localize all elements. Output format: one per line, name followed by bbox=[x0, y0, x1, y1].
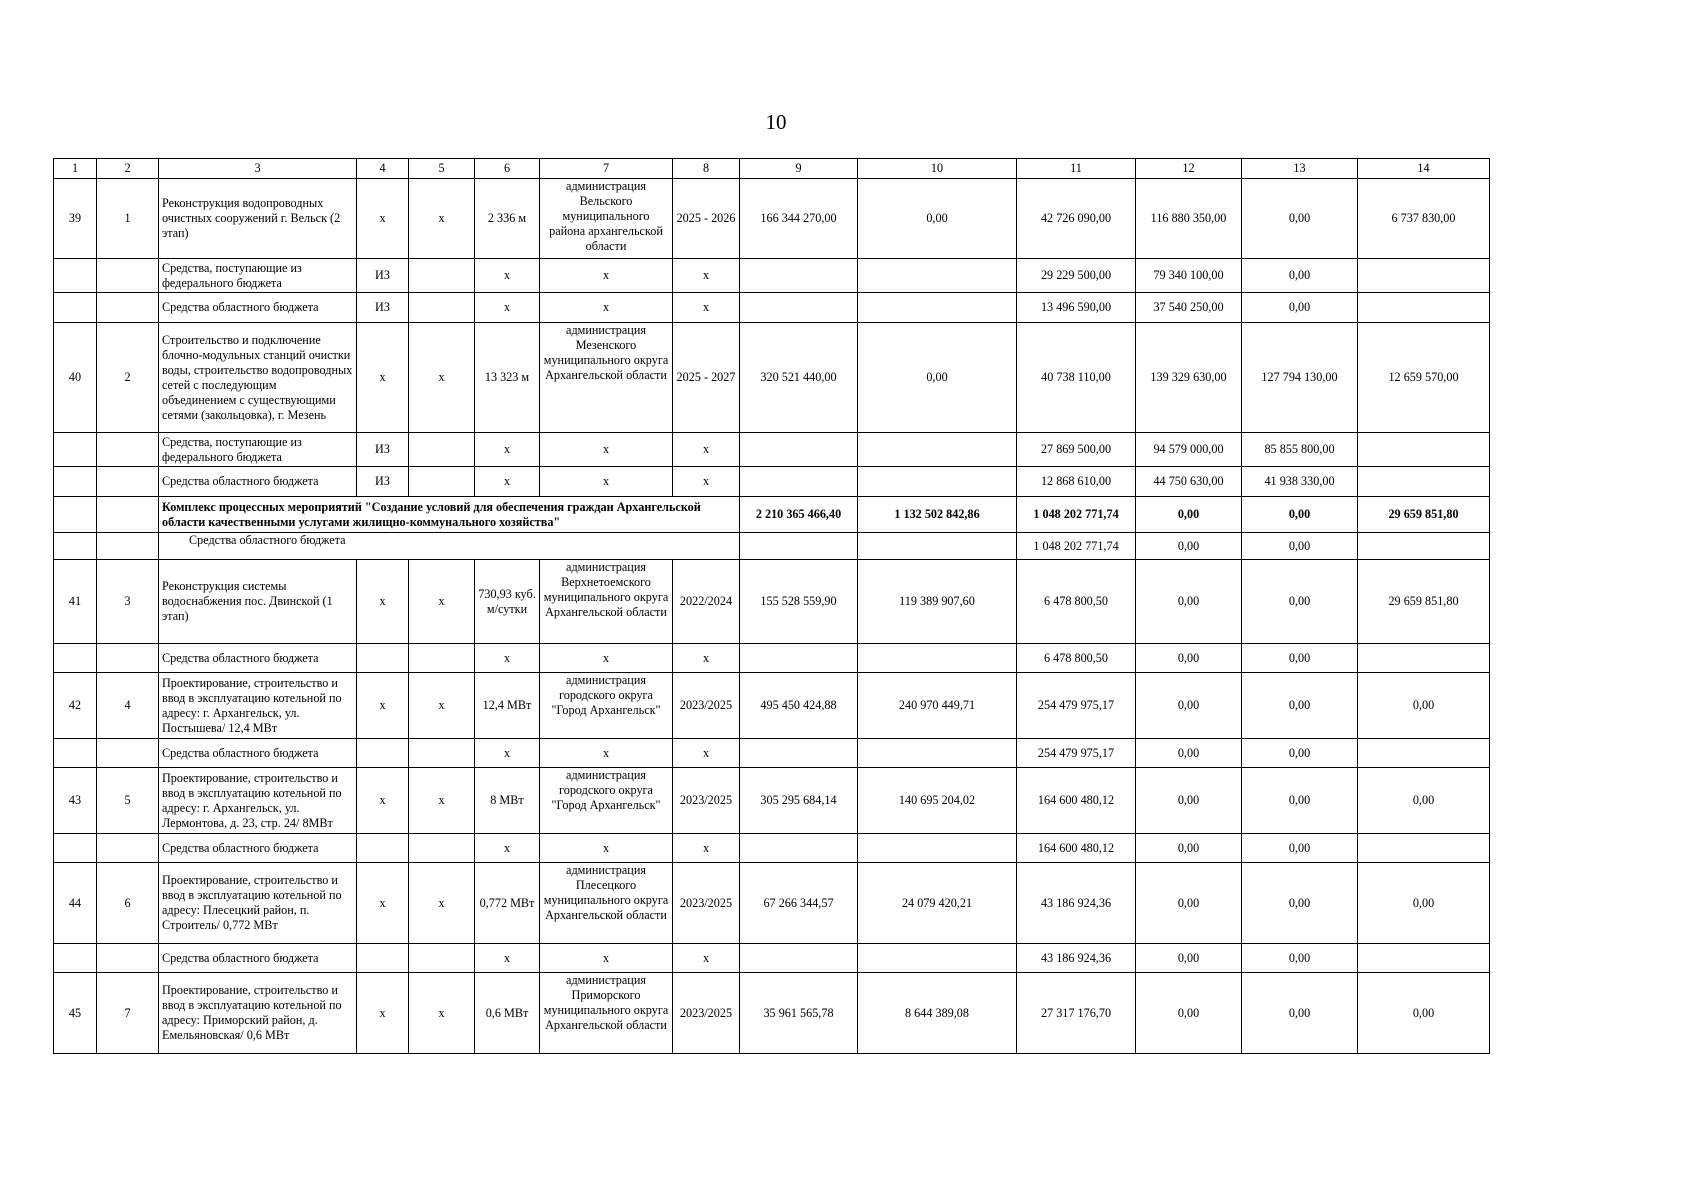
amount-col10 bbox=[858, 259, 1017, 293]
amount-col10 bbox=[858, 644, 1017, 673]
cell-col4: х bbox=[357, 768, 409, 834]
item-number bbox=[97, 497, 159, 533]
item-number bbox=[97, 533, 159, 560]
column-header-10: 10 bbox=[858, 159, 1017, 179]
amount-col12: 94 579 000,00 bbox=[1136, 433, 1242, 467]
amount-col13: 0,00 bbox=[1242, 973, 1358, 1054]
amount-col14: 0,00 bbox=[1358, 863, 1490, 944]
capacity: 2 336 м bbox=[475, 179, 540, 259]
amount-col11: 254 479 975,17 bbox=[1017, 739, 1136, 768]
amount-col13: 85 855 800,00 bbox=[1242, 433, 1358, 467]
column-header-13: 13 bbox=[1242, 159, 1358, 179]
capacity: х bbox=[475, 739, 540, 768]
amount-col12: 116 880 350,00 bbox=[1136, 179, 1242, 259]
amount-col10 bbox=[858, 533, 1017, 560]
amount-col13: 0,00 bbox=[1242, 944, 1358, 973]
capacity: х bbox=[475, 259, 540, 293]
item-number bbox=[97, 644, 159, 673]
cell-col4: ИЗ bbox=[357, 433, 409, 467]
complex-title: Комплекс процессных мероприятий "Создание условий для обеспечения граждан Архангельской области качественными услугами жилищно-коммунального хозяйства" bbox=[159, 497, 740, 533]
amount-col9: 320 521 440,00 bbox=[740, 323, 858, 433]
cell-col4 bbox=[357, 739, 409, 768]
amount-col12: 79 340 100,00 bbox=[1136, 259, 1242, 293]
responsible-body: х bbox=[540, 293, 673, 323]
project-name: Проектирование, строительство и ввод в эксплуатацию котельной по адресу: г. Архангельск, ул. Постышева/ 12,4 МВт bbox=[159, 673, 357, 739]
cell-col5: х bbox=[409, 560, 475, 644]
cell-col5 bbox=[409, 259, 475, 293]
period: х bbox=[673, 467, 740, 497]
cell-col5: х bbox=[409, 323, 475, 433]
amount-col11: 164 600 480,12 bbox=[1017, 834, 1136, 863]
column-header-14: 14 bbox=[1358, 159, 1490, 179]
period: 2023/2025 bbox=[673, 768, 740, 834]
capacity: 8 МВт bbox=[475, 768, 540, 834]
table-row-project bbox=[54, 560, 1490, 644]
item-number bbox=[97, 293, 159, 323]
table-row-funding bbox=[54, 259, 1490, 293]
capacity: 0,772 МВт bbox=[475, 863, 540, 944]
amount-col12: 0,00 bbox=[1136, 560, 1242, 644]
table-row-funding bbox=[54, 834, 1490, 863]
amount-col12: 0,00 bbox=[1136, 944, 1242, 973]
column-header-11: 11 bbox=[1017, 159, 1136, 179]
table-row-project bbox=[54, 323, 1490, 433]
amount-col9: 166 344 270,00 bbox=[740, 179, 858, 259]
amount-col11: 1 048 202 771,74 bbox=[1017, 533, 1136, 560]
amount-col11: 27 869 500,00 bbox=[1017, 433, 1136, 467]
cell-col4 bbox=[357, 834, 409, 863]
period: х bbox=[673, 834, 740, 863]
table-row-funding bbox=[54, 944, 1490, 973]
amount-col14: 0,00 bbox=[1358, 973, 1490, 1054]
row-number: 42 bbox=[54, 673, 97, 739]
column-header-6: 6 bbox=[475, 159, 540, 179]
amount-col11: 12 868 610,00 bbox=[1017, 467, 1136, 497]
capacity: 12,4 МВт bbox=[475, 673, 540, 739]
table-row-funding bbox=[54, 433, 1490, 467]
amount-col14 bbox=[1358, 467, 1490, 497]
project-name: Строительство и подключение блочно-модульных станций очистки воды, строительство водопроводных сетей с последующим объединением с существующими сетями (закольцовка), г. Мезень bbox=[159, 323, 357, 433]
amount-col12: 0,00 bbox=[1136, 834, 1242, 863]
table-row-project bbox=[54, 179, 1490, 259]
amount-col11: 43 186 924,36 bbox=[1017, 863, 1136, 944]
table-row-complex-funding bbox=[54, 533, 1490, 560]
funding-source: Средства областного бюджета bbox=[159, 293, 357, 323]
cell-col4: х bbox=[357, 973, 409, 1054]
amount-col14: 0,00 bbox=[1358, 673, 1490, 739]
amount-col9 bbox=[740, 834, 858, 863]
project-name: Проектирование, строительство и ввод в эксплуатацию котельной по адресу: г. Архангельск, ул. Лермонтова, д. 23, стр. 24/ 8МВт bbox=[159, 768, 357, 834]
responsible-body: х bbox=[540, 834, 673, 863]
column-header-9: 9 bbox=[740, 159, 858, 179]
responsible-body: администрация городского округа "Город Архангельск" bbox=[540, 673, 673, 739]
page-number: 10 bbox=[765, 110, 787, 134]
amount-col12: 0,00 bbox=[1136, 739, 1242, 768]
row-number: 45 bbox=[54, 973, 97, 1054]
item-number: 3 bbox=[97, 560, 159, 644]
responsible-body: администрация Приморского муниципального округа Архангельской области bbox=[540, 973, 673, 1054]
funding-source: Средства, поступающие из федерального бюджета bbox=[159, 433, 357, 467]
amount-col13: 41 938 330,00 bbox=[1242, 467, 1358, 497]
period: 2025 - 2027 bbox=[673, 323, 740, 433]
amount-col12: 139 329 630,00 bbox=[1136, 323, 1242, 433]
table-row-complex-total bbox=[54, 497, 1490, 533]
amount-col11: 29 229 500,00 bbox=[1017, 259, 1136, 293]
amount-col14: 29 659 851,80 bbox=[1358, 497, 1490, 533]
amount-col10 bbox=[858, 293, 1017, 323]
table-row-funding bbox=[54, 644, 1490, 673]
cell-col4: ИЗ bbox=[357, 293, 409, 323]
row-number: 40 bbox=[54, 323, 97, 433]
period: х bbox=[673, 433, 740, 467]
column-header-5: 5 bbox=[409, 159, 475, 179]
row-number bbox=[54, 467, 97, 497]
amount-col11: 164 600 480,12 bbox=[1017, 768, 1136, 834]
period: х bbox=[673, 739, 740, 768]
amount-col14: 0,00 bbox=[1358, 768, 1490, 834]
amount-col13: 0,00 bbox=[1242, 863, 1358, 944]
amount-col12: 0,00 bbox=[1136, 768, 1242, 834]
item-number bbox=[97, 467, 159, 497]
amount-col14: 12 659 570,00 bbox=[1358, 323, 1490, 433]
amount-col14 bbox=[1358, 834, 1490, 863]
project-name: Реконструкция водопроводных очистных сооружений г. Вельск (2 этап) bbox=[159, 179, 357, 259]
amount-col14 bbox=[1358, 259, 1490, 293]
cell-col5 bbox=[409, 644, 475, 673]
amount-col13: 127 794 130,00 bbox=[1242, 323, 1358, 433]
item-number: 5 bbox=[97, 768, 159, 834]
responsible-body: х bbox=[540, 259, 673, 293]
responsible-body: х bbox=[540, 644, 673, 673]
amount-col11: 6 478 800,50 bbox=[1017, 644, 1136, 673]
period: х bbox=[673, 293, 740, 323]
table-row-funding bbox=[54, 467, 1490, 497]
amount-col12: 0,00 bbox=[1136, 644, 1242, 673]
amount-col9 bbox=[740, 944, 858, 973]
column-header-2: 2 bbox=[97, 159, 159, 179]
cell-col4: х bbox=[357, 323, 409, 433]
amount-col14 bbox=[1358, 644, 1490, 673]
responsible-body: администрация Мезенского муниципального округа Архангельской области bbox=[540, 323, 673, 433]
funding-source: Средства областного бюджета bbox=[159, 467, 357, 497]
item-number: 6 bbox=[97, 863, 159, 944]
cell-col5 bbox=[409, 293, 475, 323]
funding-source: Средства областного бюджета bbox=[159, 644, 357, 673]
amount-col13: 0,00 bbox=[1242, 293, 1358, 323]
amount-col11: 40 738 110,00 bbox=[1017, 323, 1136, 433]
responsible-body: х bbox=[540, 467, 673, 497]
capacity: х bbox=[475, 293, 540, 323]
period: 2023/2025 bbox=[673, 973, 740, 1054]
table-row-project bbox=[54, 863, 1490, 944]
capacity: х bbox=[475, 644, 540, 673]
cell-col5: х bbox=[409, 863, 475, 944]
item-number: 1 bbox=[97, 179, 159, 259]
amount-col9: 67 266 344,57 bbox=[740, 863, 858, 944]
amount-col13: 0,00 bbox=[1242, 673, 1358, 739]
row-number bbox=[54, 533, 97, 560]
amount-col14: 29 659 851,80 bbox=[1358, 560, 1490, 644]
amount-col10: 119 389 907,60 bbox=[858, 560, 1017, 644]
cell-col5 bbox=[409, 834, 475, 863]
amount-col10: 24 079 420,21 bbox=[858, 863, 1017, 944]
amount-col9: 35 961 565,78 bbox=[740, 973, 858, 1054]
amount-col13: 0,00 bbox=[1242, 560, 1358, 644]
row-number bbox=[54, 944, 97, 973]
amount-col11: 1 048 202 771,74 bbox=[1017, 497, 1136, 533]
amount-col12: 37 540 250,00 bbox=[1136, 293, 1242, 323]
item-number bbox=[97, 433, 159, 467]
table-row-project bbox=[54, 673, 1490, 739]
table-row-funding bbox=[54, 739, 1490, 768]
amount-col9 bbox=[740, 533, 858, 560]
amount-col10: 8 644 389,08 bbox=[858, 973, 1017, 1054]
responsible-body: администрация Верхнетоемского муниципального округа Архангельской области bbox=[540, 560, 673, 644]
amount-col9 bbox=[740, 467, 858, 497]
amount-col10 bbox=[858, 467, 1017, 497]
capacity: х bbox=[475, 467, 540, 497]
table-row-funding bbox=[54, 293, 1490, 323]
amount-col13: 0,00 bbox=[1242, 259, 1358, 293]
responsible-body: администрация Вельского муниципального района архангельской области bbox=[540, 179, 673, 259]
amount-col13: 0,00 bbox=[1242, 834, 1358, 863]
cell-col5 bbox=[409, 739, 475, 768]
amount-col13: 0,00 bbox=[1242, 497, 1358, 533]
amount-col9 bbox=[740, 433, 858, 467]
amount-col14 bbox=[1358, 533, 1490, 560]
row-number bbox=[54, 739, 97, 768]
column-header-4: 4 bbox=[357, 159, 409, 179]
funding-source: Средства областного бюджета bbox=[159, 533, 740, 560]
capacity: 0,6 МВт bbox=[475, 973, 540, 1054]
responsible-body: администрация городского округа "Город Архангельск" bbox=[540, 768, 673, 834]
column-header-7: 7 bbox=[540, 159, 673, 179]
period: 2023/2025 bbox=[673, 673, 740, 739]
amount-col9 bbox=[740, 644, 858, 673]
capacity: 13 323 м bbox=[475, 323, 540, 433]
cell-col5 bbox=[409, 944, 475, 973]
responsible-body: х bbox=[540, 739, 673, 768]
amount-col10: 1 132 502 842,86 bbox=[858, 497, 1017, 533]
amount-col13: 0,00 bbox=[1242, 533, 1358, 560]
amount-col12: 0,00 bbox=[1136, 673, 1242, 739]
amount-col10 bbox=[858, 739, 1017, 768]
funding-source: Средства областного бюджета bbox=[159, 944, 357, 973]
amount-col13: 0,00 bbox=[1242, 739, 1358, 768]
row-number: 43 bbox=[54, 768, 97, 834]
cell-col4: х bbox=[357, 179, 409, 259]
row-number: 41 bbox=[54, 560, 97, 644]
project-name: Проектирование, строительство и ввод в эксплуатацию котельной по адресу: Плесецкий район, п. Строитель/ 0,772 МВт bbox=[159, 863, 357, 944]
budget-table bbox=[53, 158, 1490, 1054]
amount-col12: 44 750 630,00 bbox=[1136, 467, 1242, 497]
amount-col11: 13 496 590,00 bbox=[1017, 293, 1136, 323]
responsible-body: х bbox=[540, 944, 673, 973]
funding-source: Средства областного бюджета bbox=[159, 739, 357, 768]
row-number bbox=[54, 497, 97, 533]
amount-col14 bbox=[1358, 944, 1490, 973]
column-header-1: 1 bbox=[54, 159, 97, 179]
cell-col4: х bbox=[357, 863, 409, 944]
cell-col5: х bbox=[409, 973, 475, 1054]
amount-col14 bbox=[1358, 739, 1490, 768]
cell-col4 bbox=[357, 644, 409, 673]
amount-col14: 6 737 830,00 bbox=[1358, 179, 1490, 259]
cell-col5: х bbox=[409, 768, 475, 834]
cell-col4: х bbox=[357, 560, 409, 644]
amount-col12: 0,00 bbox=[1136, 863, 1242, 944]
period: 2023/2025 bbox=[673, 863, 740, 944]
capacity: 730,93 куб. м/сутки bbox=[475, 560, 540, 644]
capacity: х bbox=[475, 944, 540, 973]
funding-source: Средства, поступающие из федерального бюджета bbox=[159, 259, 357, 293]
cell-col4: х bbox=[357, 673, 409, 739]
amount-col10: 240 970 449,71 bbox=[858, 673, 1017, 739]
period: 2022/2024 bbox=[673, 560, 740, 644]
column-header-12: 12 bbox=[1136, 159, 1242, 179]
amount-col9 bbox=[740, 739, 858, 768]
row-number bbox=[54, 834, 97, 863]
amount-col9 bbox=[740, 259, 858, 293]
row-number: 44 bbox=[54, 863, 97, 944]
amount-col9: 2 210 365 466,40 bbox=[740, 497, 858, 533]
amount-col11: 42 726 090,00 bbox=[1017, 179, 1136, 259]
responsible-body: х bbox=[540, 433, 673, 467]
period: х bbox=[673, 644, 740, 673]
amount-col10: 0,00 bbox=[858, 179, 1017, 259]
period: 2025 - 2026 bbox=[673, 179, 740, 259]
amount-col11: 27 317 176,70 bbox=[1017, 973, 1136, 1054]
amount-col10: 140 695 204,02 bbox=[858, 768, 1017, 834]
amount-col12: 0,00 bbox=[1136, 533, 1242, 560]
item-number bbox=[97, 739, 159, 768]
responsible-body: администрация Плесецкого муниципального округа Архангельской области bbox=[540, 863, 673, 944]
row-number bbox=[54, 433, 97, 467]
amount-col10 bbox=[858, 834, 1017, 863]
amount-col12: 0,00 bbox=[1136, 973, 1242, 1054]
header-row bbox=[54, 159, 1490, 179]
amount-col10 bbox=[858, 944, 1017, 973]
row-number bbox=[54, 293, 97, 323]
project-name: Реконструкция системы водоснабжения пос. Двинской (1 этап) bbox=[159, 560, 357, 644]
cell-col4: ИЗ bbox=[357, 467, 409, 497]
cell-col5 bbox=[409, 467, 475, 497]
amount-col9: 155 528 559,90 bbox=[740, 560, 858, 644]
cell-col5: х bbox=[409, 179, 475, 259]
amount-col14 bbox=[1358, 293, 1490, 323]
row-number bbox=[54, 644, 97, 673]
funding-source: Средства областного бюджета bbox=[159, 834, 357, 863]
amount-col9: 495 450 424,88 bbox=[740, 673, 858, 739]
amount-col12: 0,00 bbox=[1136, 497, 1242, 533]
item-number: 7 bbox=[97, 973, 159, 1054]
period: х bbox=[673, 944, 740, 973]
amount-col13: 0,00 bbox=[1242, 644, 1358, 673]
row-number: 39 bbox=[54, 179, 97, 259]
row-number bbox=[54, 259, 97, 293]
cell-col5: х bbox=[409, 673, 475, 739]
cell-col4 bbox=[357, 944, 409, 973]
amount-col9: 305 295 684,14 bbox=[740, 768, 858, 834]
cell-col5 bbox=[409, 433, 475, 467]
cell-col4: ИЗ bbox=[357, 259, 409, 293]
column-header-8: 8 bbox=[673, 159, 740, 179]
item-number: 2 bbox=[97, 323, 159, 433]
amount-col11: 43 186 924,36 bbox=[1017, 944, 1136, 973]
amount-col14 bbox=[1358, 433, 1490, 467]
table-row-project bbox=[54, 973, 1490, 1054]
period: х bbox=[673, 259, 740, 293]
amount-col11: 254 479 975,17 bbox=[1017, 673, 1136, 739]
amount-col9 bbox=[740, 293, 858, 323]
capacity: х bbox=[475, 834, 540, 863]
amount-col13: 0,00 bbox=[1242, 179, 1358, 259]
item-number bbox=[97, 834, 159, 863]
column-header-3: 3 bbox=[159, 159, 357, 179]
item-number bbox=[97, 259, 159, 293]
capacity: х bbox=[475, 433, 540, 467]
item-number: 4 bbox=[97, 673, 159, 739]
table-row-project bbox=[54, 768, 1490, 834]
amount-col10 bbox=[858, 433, 1017, 467]
project-name: Проектирование, строительство и ввод в эксплуатацию котельной по адресу: Приморский район, д. Емельяновская/ 0,6 МВт bbox=[159, 973, 357, 1054]
item-number bbox=[97, 944, 159, 973]
amount-col11: 6 478 800,50 bbox=[1017, 560, 1136, 644]
amount-col10: 0,00 bbox=[858, 323, 1017, 433]
amount-col13: 0,00 bbox=[1242, 768, 1358, 834]
